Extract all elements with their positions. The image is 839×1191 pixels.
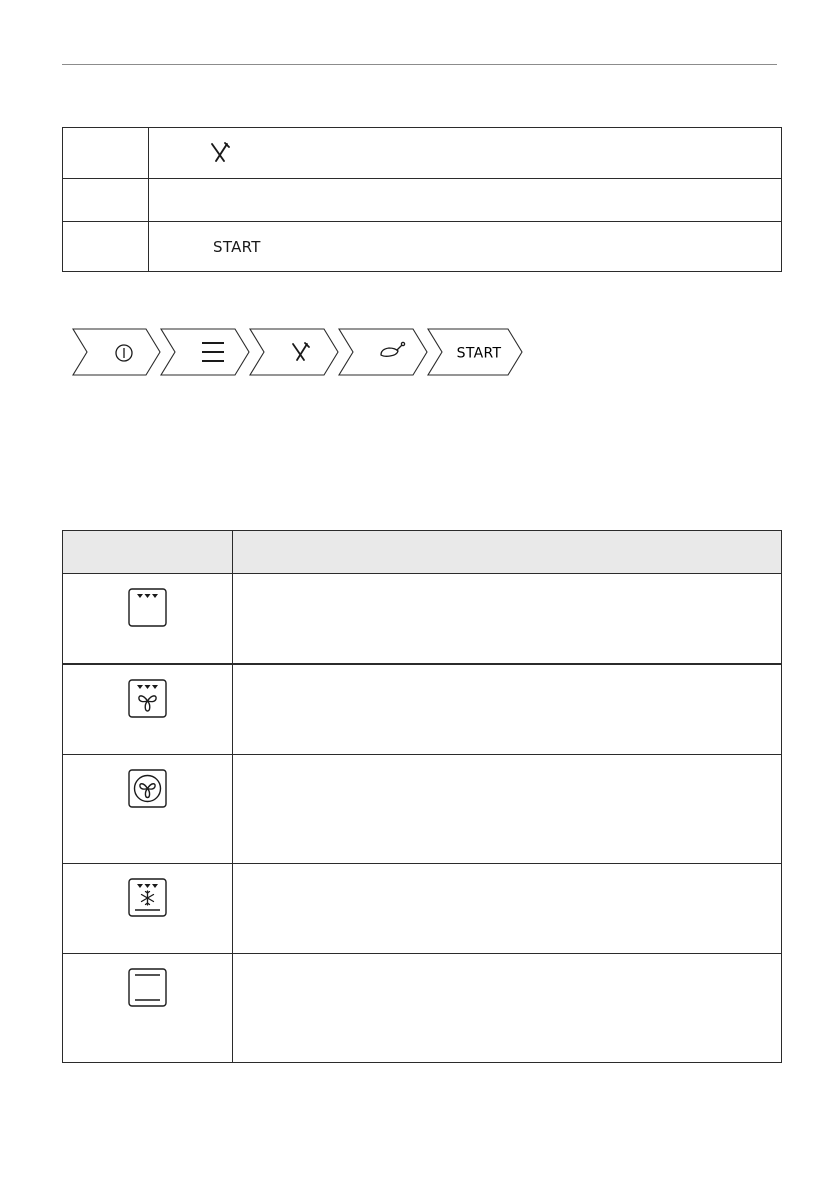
step-number-cell bbox=[63, 222, 149, 272]
breadcrumb bbox=[72, 328, 532, 376]
top-bottom-heat-icon bbox=[128, 968, 168, 1008]
breadcrumb-step-assisted-cooking[interactable] bbox=[250, 329, 338, 375]
step-content-cell bbox=[149, 179, 782, 222]
defrost-icon bbox=[128, 878, 168, 918]
symbol-cell bbox=[63, 864, 233, 954]
table-row bbox=[63, 954, 782, 1063]
true-fan-icon bbox=[128, 769, 168, 809]
step-number-cell bbox=[63, 179, 149, 222]
fan-top-heat-icon bbox=[128, 679, 168, 719]
symbol-cell bbox=[63, 574, 233, 665]
header-cell-symbol bbox=[63, 531, 233, 574]
functions-table bbox=[62, 530, 782, 1063]
step-row bbox=[63, 222, 782, 272]
step-content-cell bbox=[149, 128, 782, 179]
table-row bbox=[63, 864, 782, 954]
step-row bbox=[63, 179, 782, 222]
steps-table bbox=[62, 127, 782, 272]
breadcrumb-step-roast[interactable] bbox=[339, 329, 427, 375]
description-cell bbox=[233, 864, 782, 954]
table-row bbox=[63, 574, 782, 665]
start-label: START bbox=[213, 237, 261, 256]
symbol-cell bbox=[63, 954, 233, 1063]
step-number-cell bbox=[63, 128, 149, 179]
symbol-cell bbox=[63, 664, 233, 755]
step-content-cell bbox=[149, 222, 782, 272]
description-cell bbox=[233, 954, 782, 1063]
symbol-cell bbox=[63, 755, 233, 864]
table-header-row bbox=[63, 531, 782, 574]
header-rule bbox=[62, 64, 777, 65]
table-row bbox=[63, 664, 782, 755]
step-row bbox=[63, 128, 782, 179]
table-row bbox=[63, 755, 782, 864]
description-cell bbox=[233, 755, 782, 864]
description-cell bbox=[233, 574, 782, 665]
header-cell-description bbox=[233, 531, 782, 574]
description-cell bbox=[233, 664, 782, 755]
top-heat-icon bbox=[128, 588, 168, 628]
breadcrumb-start-label: START bbox=[456, 345, 502, 362]
fork-knife-icon bbox=[209, 141, 231, 163]
